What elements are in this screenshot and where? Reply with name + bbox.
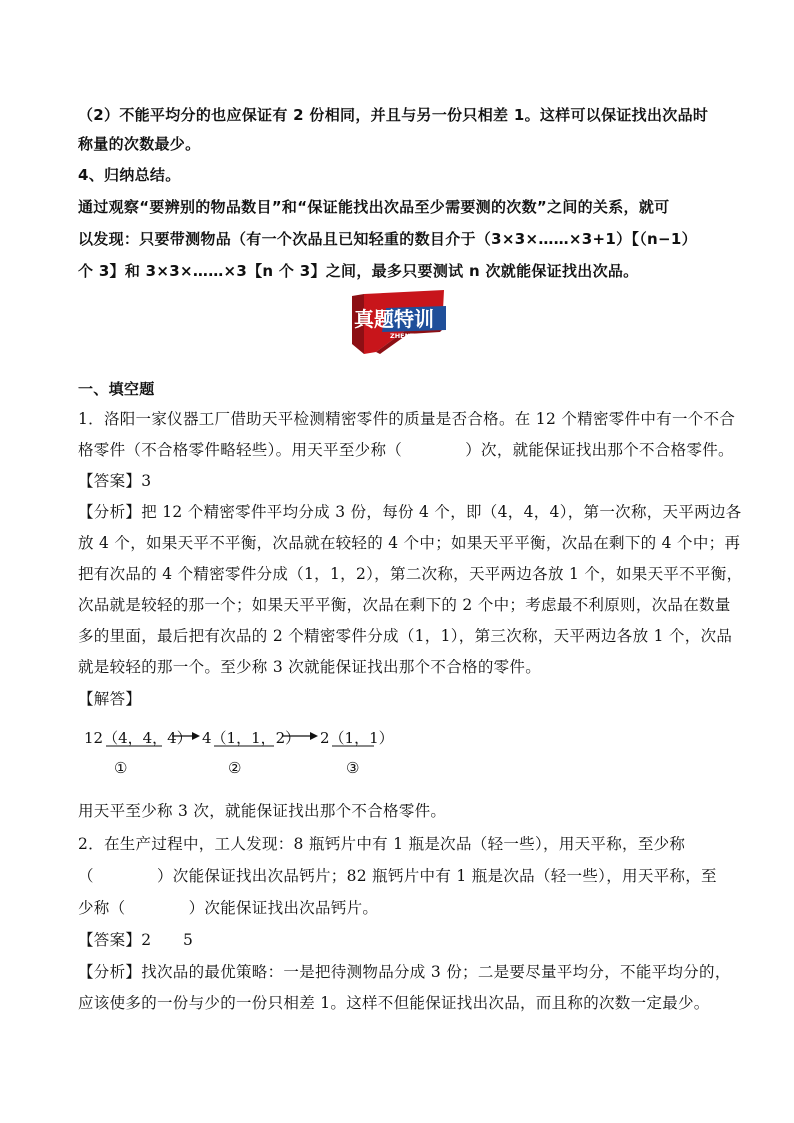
text-line: 个 3】和 3×3×……×3【n 个 3】之间，最多只要测试 n 次就能保证找出次品。	[78, 262, 639, 280]
section-heading: 一、填空题	[78, 380, 155, 398]
text-line: 以发现：只要带测物品（有一个次品且已知轻重的数目介于（3×3×……×3+1）【（n−1）	[78, 230, 697, 248]
step-3: 2（1，1）	[320, 729, 394, 747]
analysis-line: 多的里面，最后把有次品的 2 个精密零件分成（1，1），第三次称，天平两边各放 1 个，次品	[78, 627, 733, 645]
analysis-line: 次品就是较轻的那一个；如果天平平衡，次品在剩下的 2 个中；考虑最不利原则，次品在数量	[78, 596, 731, 614]
answer-line: 【答案】2 5	[78, 931, 194, 949]
question-stem: 2．在生产过程中，工人发现：8 瓶钙片中有 1 瓶是次品（轻一些），用天平称，至少称	[78, 835, 686, 853]
logo-sub-text: ZHENTITEXUN	[390, 332, 442, 340]
zhentitexun-logo	[346, 286, 450, 360]
text-line: 称量的次数最少。	[78, 135, 201, 153]
solution-label: 【解答】	[78, 690, 142, 708]
conclusion-line: 用天平至少称 3 次，就能保证找出那个不合格零件。	[78, 802, 447, 820]
analysis-line: 放 4 个，如果天平不平衡，次品就在较轻的 4 个中；如果天平平衡，次品在剩下的 4 个中；再	[78, 534, 741, 552]
step-number-2: ②	[228, 759, 242, 777]
step-number-1: ①	[114, 759, 128, 777]
arrow-head-2	[310, 732, 318, 740]
question-stem: 1．洛阳一家仪器工厂借助天平检测精密零件的质量是否合格。在 12 个精密零件中有一个不合	[78, 410, 736, 428]
analysis-line: 【分析】找次品的最优策略：一是把待测物品分成 3 份；二是要尽量平均分，不能平均分的，	[78, 963, 731, 981]
step-2: 4（1，1，2）	[202, 729, 301, 747]
analysis-line: 应该使多的一份与少的一份只相差 1。这样不但能保证找出次品，而且称的次数一定最少。	[78, 994, 710, 1012]
question-stem: （ ）次能保证找出次品钙片；82 瓶钙片中有 1 瓶是次品（轻一些），用天平称，至	[78, 867, 717, 885]
analysis-line: 就是较轻的那一个。至少称 3 次就能保证找出那个不合格的零件。	[78, 658, 542, 676]
analysis-line: 【分析】把 12 个精密零件平均分成 3 份，每份 4 个，即（4，4，4），第一次称，天平两边各	[78, 503, 742, 521]
arrow-head-1	[192, 732, 200, 740]
text-line: 通过观察“要辨别的物品数目”和“保证能找出次品至少需要测的次数”之间的关系，就可	[78, 198, 670, 216]
logo-main-text: 真题特训	[354, 307, 434, 331]
step-number-3: ③	[346, 759, 360, 777]
question-stem: 格零件（不合格零件略轻些）。用天平至少称（ ）次，就能保证找出那个不合格零件。	[78, 441, 734, 459]
answer-line: 【答案】3	[78, 472, 152, 490]
step-1: 12（4，4，4）	[84, 729, 192, 747]
text-line: （2）不能平均分的也应保证有 2 份相同，并且与另一份只相差 1。这样可以保证找出次品时	[78, 106, 709, 124]
text-line: 4、归纳总结。	[78, 166, 181, 184]
analysis-line: 把有次品的 4 个精密零件分成（1，1，2），第二次称，天平两边各放 1 个，如果天平不平衡，	[78, 565, 743, 583]
question-stem: 少称（ ）次能保证找出次品钙片。	[78, 899, 379, 917]
solution-diagram	[78, 722, 408, 782]
